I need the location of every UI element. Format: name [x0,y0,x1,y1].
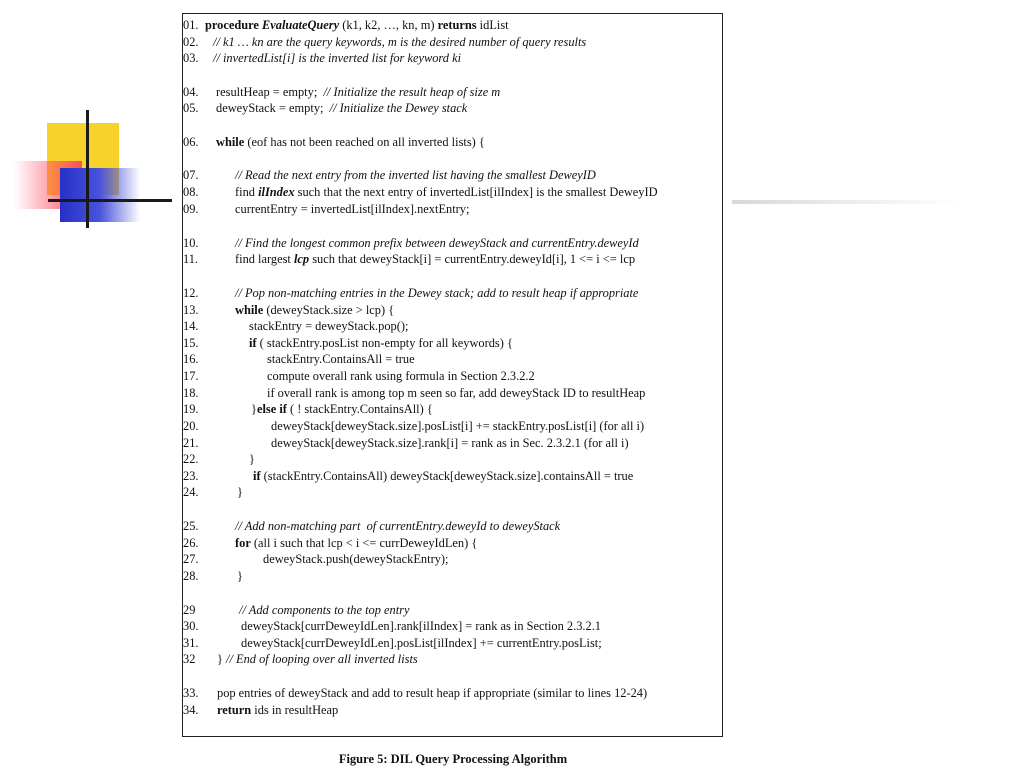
comment-text: // invertedList[i] is the inverted list for keyword ki [213,51,462,65]
code-line [183,285,724,301]
line-code [237,484,243,500]
keyword-text: lcp [293,252,310,266]
line-number: 27. [183,552,199,566]
line-code [213,50,461,66]
code-text: stackEntry = deweyStack.pop(); [249,319,409,333]
code-line [183,17,724,33]
code-line [183,84,724,100]
code-line [183,451,724,467]
code-line [183,418,724,434]
code-line [183,535,724,551]
line-code [235,201,469,217]
line-code [249,318,408,334]
line-number: 19. [183,402,199,416]
code-text: currentEntry = invertedList[ilIndex].nextEntry; [235,202,470,216]
keyword-text: while [216,135,245,149]
line-code [237,568,243,584]
keyword-text: procedure [205,18,263,32]
code-line [183,335,724,351]
comment-text: // Find the longest common prefix between deweyStack and currentEntry.deweyId [235,236,639,250]
code-text: ids in resultHeap [251,703,339,717]
line-number: 06. [183,135,199,149]
code-line [183,167,724,183]
keyword-text: returns [437,18,477,32]
code-line [183,201,724,217]
code-line [183,602,724,618]
line-code [235,535,477,551]
code-line [183,401,724,417]
code-line [183,618,724,634]
line-number: 31. [183,636,199,650]
code-line [183,385,724,401]
code-text: (all i such that lcp < i <= currDeweyIdLen) { [250,536,478,550]
code-line [183,235,724,251]
line-code [263,551,448,567]
keyword-text: if [249,336,257,350]
line-number: 09. [183,202,199,216]
figure-caption: Figure 5: DIL Query Processing Algorithm [338,752,568,766]
code-text: resultHeap = empty; [216,85,324,99]
line-number: 18. [183,386,199,400]
code-line [183,251,724,267]
line-code [235,235,639,251]
line-number: 11. [183,252,199,266]
code-text: stackEntry.ContainsAll = true [267,352,415,366]
line-number: 28. [183,569,199,583]
line-code [235,251,635,267]
code-text: (deweyStack.size > lcp) { [263,303,395,317]
comment-text: // End of looping over all inverted lists [226,652,418,666]
line-code [216,100,467,116]
line-number: 14. [183,319,199,333]
code-line [183,551,724,567]
code-text: such that the next entry of invertedList[ilIndex] is the smallest DeweyID [294,185,658,199]
code-line [183,351,724,367]
line-number: 13. [183,303,199,317]
line-number: 07. [183,168,199,182]
line-code [235,302,394,318]
code-line [183,518,724,534]
code-line [183,635,724,651]
code-text: find [235,185,259,199]
code-line [183,435,724,451]
line-number: 15. [183,336,199,350]
line-code [249,451,255,467]
code-line [183,484,724,500]
blue-square-decoration [60,168,140,222]
code-line [183,318,724,334]
line-code [267,385,645,401]
vertical-line-decoration [86,110,89,228]
line-code [216,84,500,100]
keyword-text: ilIndex [258,185,295,199]
line-code [217,685,647,701]
code-line [183,685,724,701]
code-line [183,134,724,150]
line-code [216,134,485,150]
code-text: deweyStack[deweyStack.size].posList[i] += stackEntry.posList[i] (for all i) [271,419,645,433]
keyword-text: else if [256,402,287,416]
code-line [183,568,724,584]
line-code [253,468,633,484]
code-text: deweyStack.push(deweyStackEntry); [263,552,449,566]
red-square-decoration [14,161,82,209]
line-number: 01. [183,18,199,32]
code-text: ( stackEntry.posList non-empty for all keywords) { [256,336,513,350]
line-number: 21. [183,436,199,450]
comment-text: // Read the next entry from the inverted list having the smallest DeweyID [235,168,596,182]
code-text: (k1, k2, …, kn, m) [339,18,438,32]
line-number: 20. [183,419,199,433]
code-line [183,468,724,484]
code-line [183,184,724,200]
line-number: 10. [183,236,199,250]
code-text: pop entries of deweyStack and add to result heap if appropriate (similar to lines 12-24) [217,686,648,700]
line-code [235,285,638,301]
code-text: } [251,402,257,416]
comment-text: // Pop non-matching entries in the Dewey stack; add to result heap if appropriate [235,286,639,300]
code-text: (eof has not been reached on all inverted lists) { [244,135,485,149]
code-line [183,302,724,318]
line-number: 33. [183,686,199,700]
line-code [235,167,596,183]
code-text: ( ! stackEntry.ContainsAll) { [286,402,433,416]
code-text: if overall rank is among top m seen so far, add deweyStack ID to resultHeap [267,386,646,400]
keyword-text: if [253,469,261,483]
horizontal-line-decoration [48,199,172,202]
line-code [267,368,535,384]
line-code [271,418,644,434]
code-line [183,100,724,116]
faded-divider-line [732,200,962,204]
line-number: 29 [183,603,196,617]
code-line [183,50,724,66]
keyword-text: while [235,303,264,317]
code-text: } [237,569,243,583]
line-number: 24. [183,485,199,499]
line-number: 02. [183,35,199,49]
line-number: 22. [183,452,199,466]
line-code [241,618,601,634]
line-code [235,184,658,200]
line-number: 26. [183,536,199,550]
code-text: idList [476,18,509,32]
comment-text: // Add components to the top entry [239,603,410,617]
code-text: find largest [235,252,294,266]
code-text: (stackEntry.ContainsAll) deweyStack[deweyStack.size].containsAll = true [260,469,634,483]
code-text: deweyStack = empty; [216,101,330,115]
code-text: compute overall rank using formula in Section 2.3.2.2 [267,369,535,383]
line-number: 12. [183,286,199,300]
keyword-text: for [235,536,251,550]
code-text: such that deweyStack[i] = currentEntry.deweyId[i], 1 <= i <= lcp [309,252,636,266]
code-line [183,368,724,384]
line-code [251,401,433,417]
code-text: deweyStack[deweyStack.size].rank[i] = rank as in Sec. 2.3.2.1 (for all i) [271,436,629,450]
code-text: } [237,485,243,499]
comment-text: // Add non-matching part of currentEntry.deweyId to deweyStack [235,519,561,533]
line-code [271,435,629,451]
line-number: 34. [183,703,199,717]
algorithm-box [182,13,723,737]
comment-text: // Initialize the Dewey stack [329,101,468,115]
line-number: 25. [183,519,199,533]
yellow-square-decoration [47,123,119,195]
line-code [217,702,338,718]
code-text: } [217,652,227,666]
code-line [183,702,724,718]
line-number: 30. [183,619,199,633]
line-code [267,351,415,367]
keyword-text: return [217,703,252,717]
comment-text: // k1 … kn are the query keywords, m is the desired number of query results [213,35,587,49]
code-line [183,34,724,50]
line-number: 05. [183,101,199,115]
line-number: 08. [183,185,199,199]
line-code [217,651,418,667]
line-number: 17. [183,369,199,383]
code-line [183,651,724,667]
line-code [249,335,513,351]
code-text: } [249,452,255,466]
line-code [235,518,560,534]
line-number: 04. [183,85,199,99]
comment-text: // Initialize the result heap of size m [323,85,501,99]
line-code [213,34,586,50]
line-number: 32 [183,652,196,666]
line-code [241,635,602,651]
line-number: 03. [183,51,199,65]
line-number: 16. [183,352,199,366]
code-text: deweyStack[currDeweyIdLen].posList[ilIndex] += currentEntry.posList; [241,636,602,650]
line-code [205,17,509,33]
keyword-text: EvaluateQuery [262,18,340,32]
line-number: 23. [183,469,199,483]
line-code [239,602,409,618]
code-text: deweyStack[currDeweyIdLen].rank[ilIndex] = rank as in Section 2.3.2.1 [241,619,601,633]
